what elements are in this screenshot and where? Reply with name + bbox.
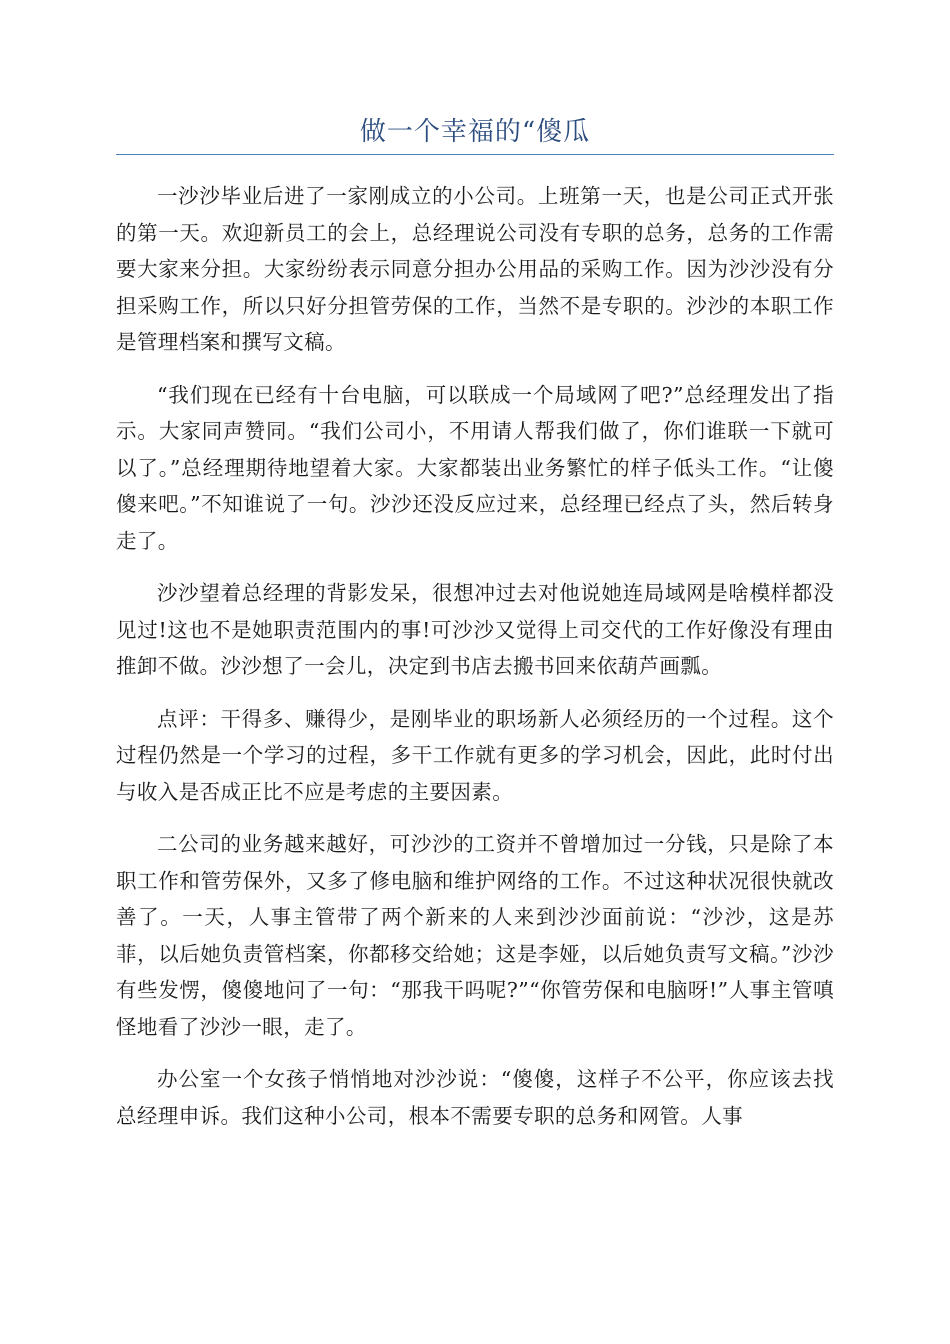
- paragraph-3: 沙沙望着总经理的背影发呆，很想冲过去对他说她连局域网是啥模样都没见过!这也不是她职责范围内的事!可沙沙又觉得上司交代的工作好像没有理由推卸不做。沙沙想了一会儿，决定到书店去搬书回来依葫芦画瓢。: [116, 581, 834, 678]
- title-underline: [116, 154, 834, 155]
- paragraph-6: 办公室一个女孩子悄悄地对沙沙说：“傻傻，这样子不公平，你应该去找总经理申诉。我们这种小公司，根本不需要专职的总务和网管。人事: [116, 1067, 834, 1128]
- document-title: 做一个幸福的“傻瓜: [359, 117, 591, 147]
- paragraph-2: “我们现在已经有十台电脑，可以联成一个局域网了吧?”总经理发出了指示。大家同声赞同。“我们公司小，不用请人帮我们做了，你们谁联一下就可以了。”总经理期待地望着大家。大家都装出业务繁忙的样子低头工作。“让傻傻来吧。”不知谁说了一句。沙沙还没反应过来，总经理已经点了头，然后转身走了。: [116, 382, 834, 553]
- document-body: [116, 178, 834, 1150]
- paragraph-4-comment: 点评：干得多、赚得少，是刚毕业的职场新人必须经历的一个过程。这个过程仍然是一个学习的过程，多干工作就有更多的学习机会，因此，此时付出与收入是否成正比不应是考虑的主要因素。: [116, 706, 834, 804]
- paragraph-1: 一沙沙毕业后进了一家刚成立的小公司。上班第一天，也是公司正式开张的第一天。欢迎新员工的会上，总经理说公司没有专职的总务，总务的工作需要大家来分担。大家纷纷表示同意分担办公用品的采购工作。因为沙沙没有分担采购工作，所以只好分担管劳保的工作，当然不是专职的。沙沙的本职工作是管理档案和撰写文稿。: [116, 184, 834, 354]
- paragraph-5: 二公司的业务越来越好，可沙沙的工资并不曾增加过一分钱，只是除了本职工作和管劳保外，又多了修电脑和维护网络的工作。不过这种状况很快就改善了。一天，人事主管带了两个新来的人来到沙沙面前说：“沙沙，这是苏菲，以后她负责管档案，你都移交给她；这是李娅，以后她负责写文稿。”沙沙有些发愣，傻傻地问了一句：“那我干吗呢?”“你管劳保和电脑呀!”人事主管嗔怪地看了沙沙一眼，走了。: [116, 832, 834, 1039]
